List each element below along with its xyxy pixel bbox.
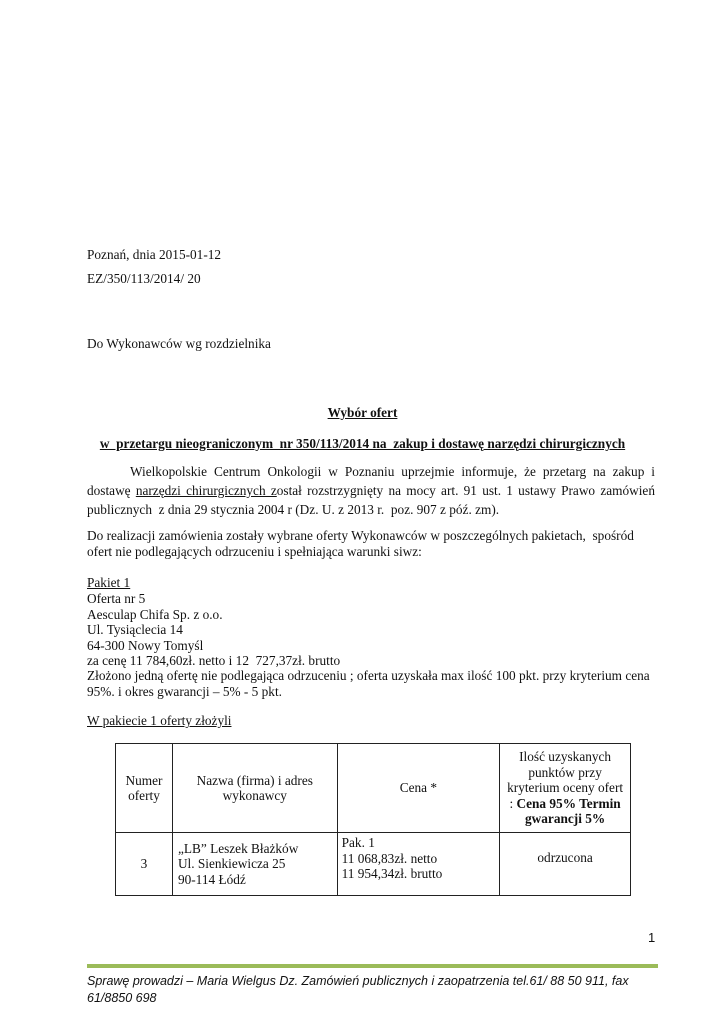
row-contractor-street: Ul. Sienkiewicza 25	[177, 856, 286, 872]
row-price	[337, 833, 500, 896]
intro-line-1: Wielkopolskie Centrum Onkologii w Poznaniu uprzejmie informuje, że przetarg na zakup i	[130, 464, 655, 479]
document-subtitle: w przetargu nieograniczonym nr 350/113/2014 na zakup i dostawę narzędzi chirurgicznych	[99, 436, 626, 451]
offers-heading: W pakiecie 1 oferty złożyli	[87, 713, 232, 728]
package-price: za cenę 11 784,60zł. netto i 12 727,37zł. brutto	[87, 653, 341, 668]
package-city: 64-300 Nowy Tomyśl	[87, 638, 204, 653]
row-offer-number: 3	[116, 833, 173, 896]
package-note-1: Złożono jedną ofertę nie podlegająca odrzuceniu ; oferta uzyskała max ilość 100 pkt. przy kryterium cena	[87, 668, 650, 683]
package-company: Aesculap Chifa Sp. z o.o.	[87, 607, 223, 622]
row-result: odrzucona	[500, 833, 631, 896]
intro-line-2	[87, 481, 655, 500]
table-header-row	[116, 744, 631, 833]
row-price-gross: 11 954,34zł. brutto	[341, 866, 443, 881]
addressee: Do Wykonawców wg rozdzielnika	[87, 336, 271, 351]
package-street: Ul. Tysiąclecia 14	[87, 622, 183, 637]
intro-underlined-subject: narzędzi chirurgicznych z	[135, 483, 277, 498]
header-points	[500, 744, 631, 833]
intro-line-2-end: ostał rozstrzygnięty na mocy art. 91 ust. 1 ustawy Prawo zamówień	[276, 483, 655, 498]
row-price-package: Pak. 1	[341, 835, 375, 850]
intro-line-2-start: dostawę	[87, 483, 136, 498]
header-points-criteria: Cena 95% Termin gwarancji 5%	[516, 795, 621, 827]
header-contractor: Nazwa (firma) i adres wykonawcy	[172, 744, 337, 833]
row-contractor-name: „LB” Leszek Błażków	[177, 840, 299, 856]
header-points-text: Ilość uzyskanych punktów przy kryterium oceny ofert :	[507, 749, 624, 811]
selection-line-1: Do realizacji zamówienia zostały wybrane oferty Wykonawców w poszczególnych pakietach, spośród	[87, 528, 634, 543]
reference-number: EZ/350/113/2014/ 20	[87, 271, 201, 286]
place-date: Poznań, dnia 2015-01-12	[87, 247, 222, 262]
header-offer-number: Numer oferty	[116, 744, 173, 833]
table-row	[116, 833, 631, 896]
row-price-net: 11 068,83zł. netto	[341, 850, 438, 866]
offers-table	[115, 743, 631, 896]
page-number: 1	[648, 930, 656, 945]
footer-divider	[87, 964, 658, 968]
package-heading: Pakiet 1	[87, 575, 131, 590]
footer-contact: Sprawę prowadzi – Maria Wielgus Dz. Zamówień publicznych i zaopatrzenia tel.61/ 88 50 911, fax 61/8850 698	[87, 974, 629, 1005]
package-offer: Oferta nr 5	[87, 591, 146, 606]
document-title: Wybór ofert	[327, 405, 398, 420]
intro-paragraph	[87, 462, 655, 519]
selection-line-2: ofert nie podlegających odrzuceniu i spełniająca warunki siwz:	[87, 544, 422, 559]
row-contractor	[172, 833, 337, 896]
intro-line-3: publicznych z dnia 29 stycznia 2004 r (Dz. U. z 2013 r. poz. 907 z póź. zm).	[87, 502, 500, 517]
package-note-2: 95%. i okres gwarancji – 5% - 5 pkt.	[87, 684, 282, 699]
row-contractor-city: 90-114 Łódź	[177, 871, 246, 887]
header-price: Cena *	[337, 744, 500, 833]
